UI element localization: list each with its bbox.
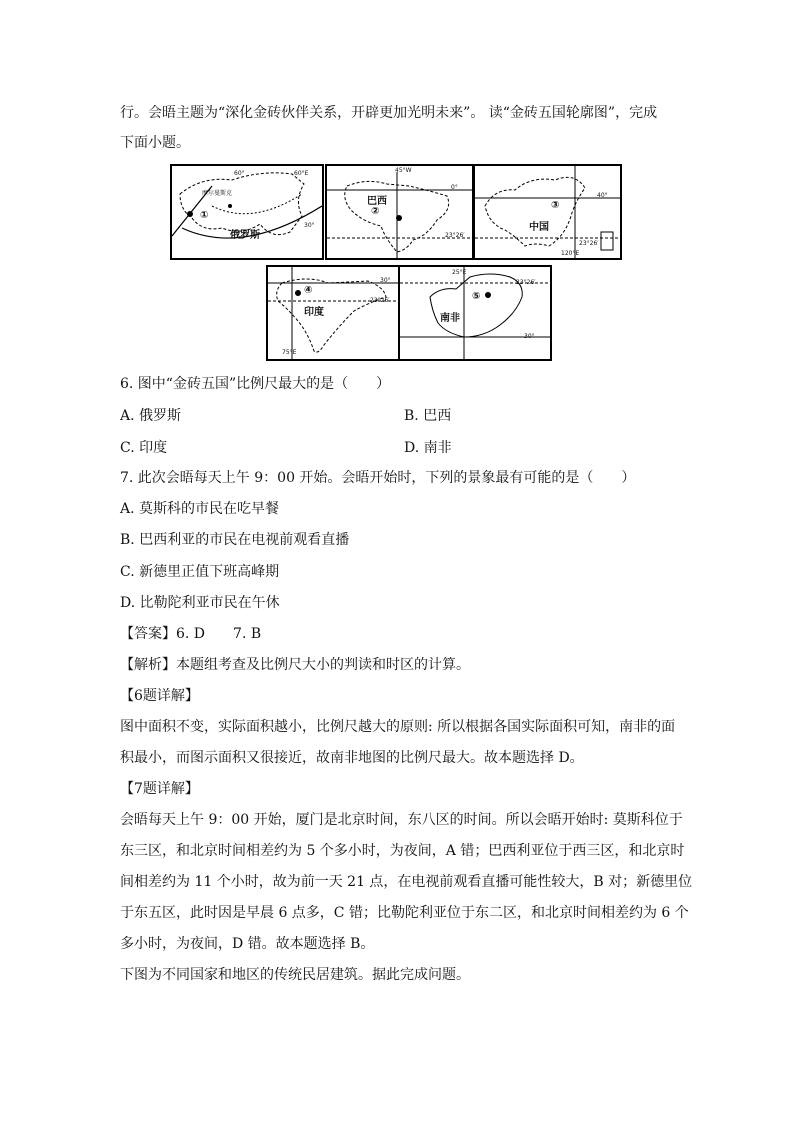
- q7-option-a: A. 莫斯科的市民在吃早餐: [120, 501, 280, 517]
- map-russia: [170, 164, 324, 260]
- detail-7-title: 【7题详解】: [120, 781, 199, 797]
- russia-lat-label: 60°: [234, 170, 245, 177]
- southafrica-number: ⑤: [472, 291, 481, 302]
- brazil-lat1-label: 0°: [451, 184, 458, 191]
- outro-line: 下图为不同国家和地区的传统民居建筑。据此完成问题。: [120, 967, 470, 983]
- q6-option-d: D. 南非: [404, 440, 452, 456]
- brazil-outline: [327, 166, 472, 258]
- map-brazil: [325, 164, 474, 260]
- russia-lon2-label: 30°: [304, 222, 315, 229]
- brazil-lat2-label: 23°26′: [445, 232, 465, 239]
- southafrica-lat2-label: 30°: [524, 333, 535, 340]
- russia-number: ①: [200, 210, 209, 221]
- detail-7-line-4: 于东五区，此时因是早晨 6 点多，C 错；比勒陀利亚位于东二区，和北京时间相差约为 6 个: [120, 905, 689, 921]
- china-lat1-label: 40°: [597, 192, 608, 199]
- russia-name: 俄罗斯: [230, 230, 260, 241]
- q6-option-a: A. 俄罗斯: [120, 408, 182, 424]
- detail-6-title: 【6题详解】: [120, 688, 199, 704]
- china-lat2-label: 23°26′: [579, 240, 599, 247]
- brazil-number: ②: [371, 206, 380, 217]
- intro-line-2: 下面小题。: [120, 135, 190, 151]
- india-name: 印度: [304, 307, 324, 318]
- map-china: [473, 164, 622, 260]
- q6-stem: 6. 图中“金砖五国”比例尺最大的是（ ）: [120, 376, 391, 392]
- intro-line-1: 行。会晤主题为“深化金砖伙伴关系，开辟更加光明未来”。 读“金砖五国轮廓图”，完成: [120, 105, 658, 121]
- brazil-name: 巴西: [367, 196, 387, 207]
- russia-outline: [172, 166, 322, 258]
- detail-6-line-1: 图中面积不变，实际面积越小，比例尺越大的原则: 所以根据各国实际面积可知，南非的面: [120, 719, 676, 735]
- southafrica-lat1-label: 23°26′: [516, 279, 536, 286]
- q7-option-b: B. 巴西利亚的市民在电视前观看直播: [120, 532, 350, 548]
- india-number: ④: [304, 285, 313, 296]
- detail-7-line-1: 会晤每天上午 9：00 开始，厦门是北京时间，东八区的时间。所以会晤开始时: 莫斯科位于: [120, 812, 683, 828]
- detail-7-line-3: 间相差约为 11 个小时，故为前一天 21 点，在电视前观看直播可能性较大，B 对；新德里位: [120, 874, 693, 890]
- detail-6-line-2: 积最小，而图示面积又很接近，故南非地图的比例尺最大。故本题选择 D。: [120, 750, 584, 766]
- russia-city-label: 摩尔曼斯克: [202, 190, 233, 197]
- q6-option-c: C. 印度: [120, 440, 168, 456]
- india-lat2-label: 23°26′: [370, 297, 390, 304]
- india-outline: [268, 267, 398, 359]
- q7-stem: 7. 此次会晤每天上午 9：00 开始。会晤开始时，下列的景象最有可能的是（ ）: [120, 470, 636, 486]
- analysis-line: 【解析】本题组考查及比例尺大小的判读和时区的计算。: [120, 657, 470, 673]
- brazil-lon-label: 45°W: [395, 167, 412, 174]
- map-india: [266, 265, 400, 361]
- china-lon-label: 120°E: [561, 250, 580, 257]
- southafrica-lon-label: 25°E: [452, 269, 467, 276]
- detail-7-line-5: 多小时，为夜间，D 错。故本题选择 B。: [120, 936, 375, 952]
- answer-line: 【答案】6. D 7. B: [120, 626, 262, 642]
- india-lon-label: 75°E: [282, 349, 297, 356]
- q6-option-b: B. 巴西: [404, 408, 452, 424]
- detail-7-line-2: 东三区，和北京时间相差约为 5 个多小时，为夜间，A 错；巴西利亚位于西三区，和北京时: [120, 843, 685, 859]
- china-number: ③: [551, 200, 560, 211]
- china-name: 中国: [529, 222, 549, 233]
- q7-option-c: C. 新德里正值下班高峰期: [120, 564, 280, 580]
- russia-lon1-label: 60°E: [294, 170, 309, 177]
- southafrica-name: 南非: [440, 313, 460, 324]
- map-southafrica: [398, 265, 552, 361]
- q7-option-d: D. 比勒陀利亚市民在午休: [120, 595, 280, 611]
- india-lat1-label: 30°: [380, 277, 391, 284]
